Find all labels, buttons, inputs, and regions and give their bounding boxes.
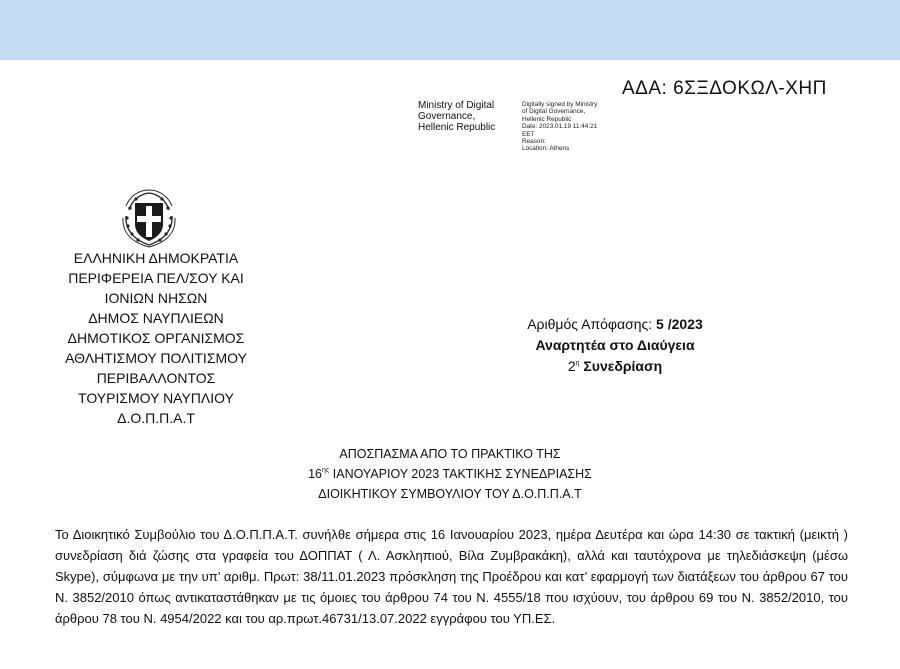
session-label: Συνεδρίαση: [583, 358, 663, 374]
decision-info: [470, 314, 760, 377]
signature-detail-line: EET: [522, 130, 535, 138]
diavgeia-posting: Αναρτητέα στο Διαύγεια: [535, 337, 695, 353]
extract-heading: [225, 444, 675, 504]
signature-detail-line: Reason:: [522, 138, 546, 146]
signature-detail-line: of Digital Governance,: [522, 108, 586, 116]
extract-date-rest: ΙΑΝΟΥΑΡΙΟΥ 2023 ΤΑΚΤΙΚΗΣ ΣΥΝΕΔΡΙΑΣΗΣ: [329, 467, 592, 481]
issuer-line: Δ.Ο.Π.Π.Α.Τ: [117, 410, 195, 426]
session-number: 2: [567, 358, 576, 374]
extract-line-2: [225, 464, 675, 484]
greek-coat-of-arms-icon: [118, 188, 180, 248]
issuer-line: ΙΟΝΙΩΝ ΝΗΣΩΝ: [104, 290, 208, 306]
issuer-line: ΕΛΛΗΝΙΚΗ ΔΗΜΟΚΡΑΤΙΑ: [73, 250, 239, 266]
issuer-line: ΔΗΜΟΣ ΝΑΥΠΛΙΕΩΝ: [88, 310, 224, 326]
extract-line-1: ΑΠΟΣΠΑΣΜΑ ΑΠΟ ΤΟ ΠΡΑΚΤΙΚΟ ΤΗΣ: [339, 447, 561, 461]
signer-line: Ministry of Digital: [418, 100, 495, 111]
session-info: [470, 356, 760, 377]
decision-number-label: Αριθμός Απόφασης:: [527, 316, 653, 332]
signature-detail-line: Digitally signed by Ministry: [522, 101, 598, 108]
decision-number: [470, 314, 760, 335]
top-banner: [0, 0, 900, 60]
signer-name: [418, 100, 518, 133]
signature-detail-line: Location: Athens: [522, 145, 570, 153]
issuer-line: ΔΗΜΟΤΙΚΟΣ ΟΡΓΑΝΙΣΜΟΣ: [67, 330, 245, 346]
signer-line: Governance,: [418, 111, 476, 122]
signer-line: Hellenic Republic: [418, 122, 496, 133]
issuer-line: ΑΘΛΗΤΙΣΜΟΥ ΠΟΛΙΤΙΣΜΟΥ: [65, 350, 247, 366]
issuer-line: ΤΟΥΡΙΣΜΟΥ ΝΑΥΠΛΙΟΥ: [78, 390, 234, 406]
decision-number-value: 5 /2023: [656, 316, 703, 332]
extract-day-ordinal: ης: [322, 467, 330, 474]
session-ordinal: η: [575, 360, 580, 367]
extract-line-3: ΔΙΟΙΚΗΤΙΚΟΥ ΣΥΜΒΟΥΛΙΟΥ ΤΟΥ Δ.Ο.Π.Π.Α.Τ: [318, 487, 582, 501]
extract-day: 16: [308, 467, 322, 481]
issuer-header: [40, 248, 272, 428]
ada-code: ΑΔΑ: 6ΣΞΔΟΚΩΛ-ΧΗΠ: [622, 78, 827, 99]
signature-details: [522, 101, 642, 153]
issuer-line: ΠΕΡΙΒΑΛΛΟΝΤΟΣ: [96, 370, 216, 386]
signature-detail-line: Hellenic Republic: [522, 115, 572, 123]
signature-detail-line: Date: 2023.01.19 11:44:21: [522, 123, 598, 131]
issuer-line: ΠΕΡΙΦΕΡΕΙΑ ΠΕΛ/ΣΟΥ ΚΑΙ: [68, 270, 244, 286]
body-paragraph: Το Διοικητικό Συμβούλιο του Δ.Ο.Π.Π.Α.Τ. συνήλθε σήμερα στις 16 Ιανουαρίου 2023, ημέρα Δευτέρα και ώρα 14:30 σε τακτική (μεικτή ) συνεδρίαση διά ζώσης στα γραφεία του ΔΟΠΠΑΤ ( Λ. Ασκληπιού, Βίλα Ζυμβρακάκη), αλλά και ταυτόχρονα με τηλεδιάσκεψη (μέσω Skype), σύμφωνα με την υπ’ αριθμ. Πρωτ: 38/11.01.2023 πρόσκληση της Προέδρου και κατ’ εφαρμογή των διατάξεων του άρθρου 67 του Ν. 3852/2010 όπως αντικαταστάθηκαν με τις όμοιες του άρθρου 74 του Ν. 4555/18 που ισχύουν, του άρθρου 69 του Ν. 3852/2010, του άρθρου 78 του Ν. 4954/2022 και του αρ.πρωτ.46731/13.07.2022 εγγράφου του ΥΠ.ΕΣ.: [55, 527, 848, 626]
